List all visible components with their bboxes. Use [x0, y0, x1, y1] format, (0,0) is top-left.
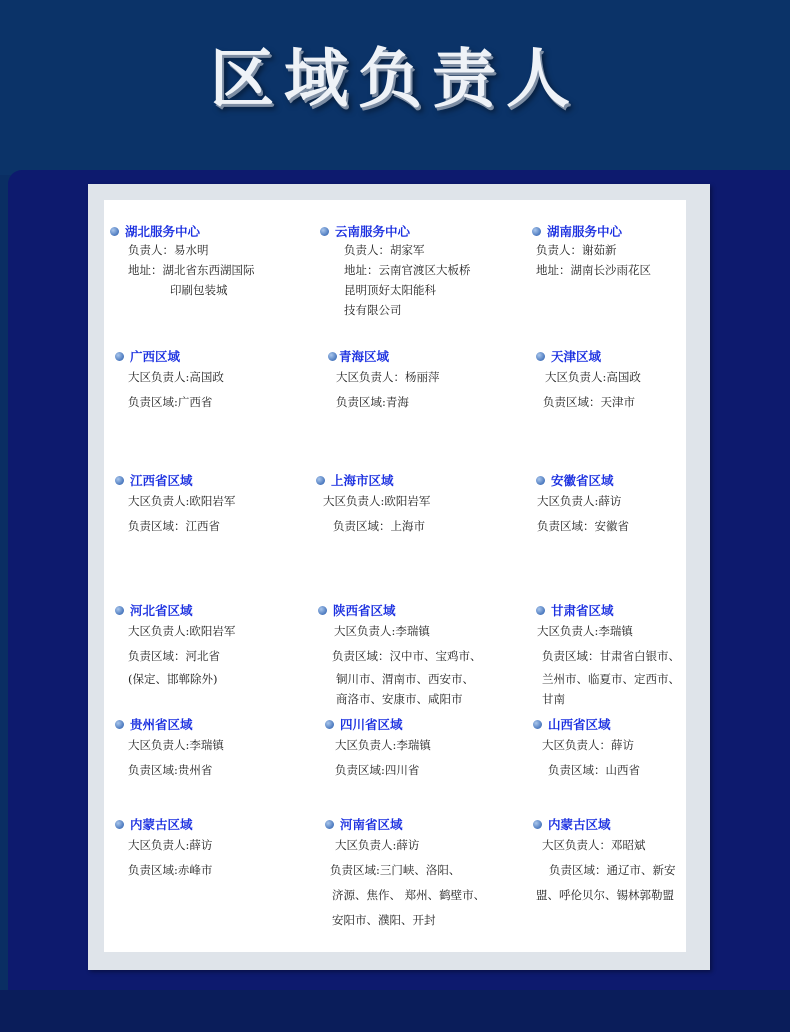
manager-line: 大区负责人：薛访 — [542, 738, 634, 752]
area-line: 甘南 — [542, 692, 565, 706]
region-card — [533, 715, 713, 783]
area-line: 盟、呼伦贝尔、锡林郭勒盟 — [536, 888, 674, 902]
bullet-icon — [318, 606, 327, 615]
area-line: 负责区域：天津市 — [543, 395, 635, 409]
region-name: 安徽省区域 — [551, 473, 614, 488]
region-name: 江西省区域 — [130, 473, 193, 488]
address-line: 地址：云南官渡区大板桥 — [344, 263, 471, 277]
manager-line: 大区负责人:薛访 — [128, 838, 213, 852]
address-line: 昆明顶好太阳能科 — [344, 283, 436, 297]
address-line: 地址：湖北省东西湖国际 — [128, 263, 255, 277]
area-line: 负责区域:青海 — [336, 395, 409, 409]
address-line: 技有限公司 — [344, 303, 402, 317]
area-line: 负责区域:四川省 — [335, 763, 420, 777]
manager-line: 大区负责人:李瑞镇 — [335, 738, 431, 752]
manager-line: 大区负责人：杨丽萍 — [336, 370, 440, 384]
region-name: 河南省区域 — [340, 817, 403, 832]
area-line: 负责区域：安徽省 — [537, 519, 629, 533]
bullet-icon — [532, 227, 541, 236]
bullet-icon — [536, 352, 545, 361]
area-line: 兰州市、临夏市、定西市、 — [542, 672, 680, 686]
manager-line: 大区负责人:欧阳岩军 — [128, 624, 236, 638]
region-card — [328, 347, 508, 415]
manager-line: 大区负责人:欧阳岩军 — [128, 494, 236, 508]
region-name: 四川省区域 — [340, 717, 403, 732]
manager-line: 大区负责人：邓昭斌 — [542, 838, 646, 852]
bullet-icon — [115, 476, 124, 485]
manager-line: 大区负责人:李瑞镇 — [128, 738, 224, 752]
area-line: 负责区域:广西省 — [128, 395, 213, 409]
bullet-icon — [328, 352, 337, 361]
region-name: 山西省区域 — [548, 717, 611, 732]
area-line: 负责区域：通辽市、新安 — [549, 863, 676, 877]
area-line: 商洛市、安康市、咸阳市 — [336, 692, 463, 706]
region-name: 上海市区域 — [331, 473, 394, 488]
region-card — [110, 222, 290, 300]
region-card — [115, 471, 295, 539]
manager-line: 大区负责人:高国政 — [545, 370, 641, 384]
area-line: 负责区域：汉中市、宝鸡市、 — [332, 649, 482, 663]
manager-line: 大区负责人:李瑞镇 — [537, 624, 633, 638]
bullet-icon — [115, 720, 124, 729]
region-name: 湖南服务中心 — [547, 224, 623, 239]
bullet-icon — [533, 720, 542, 729]
bullet-icon — [316, 476, 325, 485]
bullet-icon — [325, 820, 334, 829]
bullet-icon — [115, 606, 124, 615]
manager-line: 大区负责人:李瑞镇 — [334, 624, 430, 638]
area-line: 负责区域：上海市 — [333, 519, 425, 533]
bullet-icon — [320, 227, 329, 236]
region-name: 云南服务中心 — [335, 224, 411, 239]
bullet-icon — [536, 606, 545, 615]
bullet-icon — [325, 720, 334, 729]
area-line: 负责区域：河北省 — [128, 649, 220, 663]
area-line: 负责区域:贵州省 — [128, 763, 213, 777]
region-name: 贵州省区域 — [130, 717, 193, 732]
region-card — [325, 715, 505, 783]
area-line: 负责区域：山西省 — [548, 763, 640, 777]
region-card — [325, 815, 505, 933]
manager-line: 大区负责人:薛访 — [335, 838, 420, 852]
region-name: 天津区域 — [551, 349, 602, 364]
region-card — [533, 815, 713, 908]
area-line: 负责区域:赤峰市 — [128, 863, 213, 877]
region-card — [115, 815, 295, 883]
region-name: 内蒙古区域 — [130, 817, 193, 832]
region-name: 甘肃省区域 — [551, 603, 614, 618]
region-name: 内蒙古区域 — [548, 817, 611, 832]
contact-line: 负责人：谢茹新 — [536, 243, 617, 257]
region-card — [115, 601, 295, 689]
bullet-icon — [115, 352, 124, 361]
region-card — [536, 601, 716, 709]
bullet-icon — [110, 227, 119, 236]
region-card — [318, 601, 498, 709]
page-title: 区域负责人 — [210, 43, 580, 117]
region-card — [320, 222, 500, 320]
footer-band — [0, 990, 790, 1032]
area-line: (保定、邯郸除外) — [128, 672, 218, 686]
region-name: 青海区域 — [339, 349, 390, 364]
region-name: 陕西省区域 — [333, 603, 396, 618]
region-name: 湖北服务中心 — [125, 224, 201, 239]
manager-line: 大区负责人:高国政 — [128, 370, 224, 384]
region-card — [316, 471, 496, 539]
region-card — [532, 222, 712, 280]
manager-line: 大区负责人:薛访 — [537, 494, 622, 508]
region-card — [115, 347, 295, 415]
bullet-icon — [533, 820, 542, 829]
contact-line: 负责人：易水明 — [128, 243, 209, 257]
header-banner — [0, 0, 790, 175]
region-name: 河北省区域 — [130, 603, 193, 618]
area-line: 济源、焦作、 郑州、鹤壁市、 — [332, 888, 486, 902]
bullet-icon — [115, 820, 124, 829]
region-card — [115, 715, 295, 783]
area-line: 铜川市、渭南市、西安市、 — [336, 672, 474, 686]
region-card — [536, 471, 716, 539]
region-card — [536, 347, 716, 415]
address-line: 地址：湖南长沙雨花区 — [536, 263, 651, 277]
contact-line: 负责人：胡家军 — [344, 243, 425, 257]
bullet-icon — [536, 476, 545, 485]
manager-line: 大区负责人:欧阳岩军 — [323, 494, 431, 508]
area-line: 负责区域：甘肃省白银市、 — [542, 649, 680, 663]
area-line: 负责区域:三门峡、洛阳、 — [330, 863, 461, 877]
address-line: 印刷包装城 — [170, 283, 228, 297]
region-name: 广西区域 — [130, 349, 181, 364]
area-line: 安阳市、濮阳、开封 — [332, 913, 436, 927]
area-line: 负责区域：江西省 — [128, 519, 220, 533]
